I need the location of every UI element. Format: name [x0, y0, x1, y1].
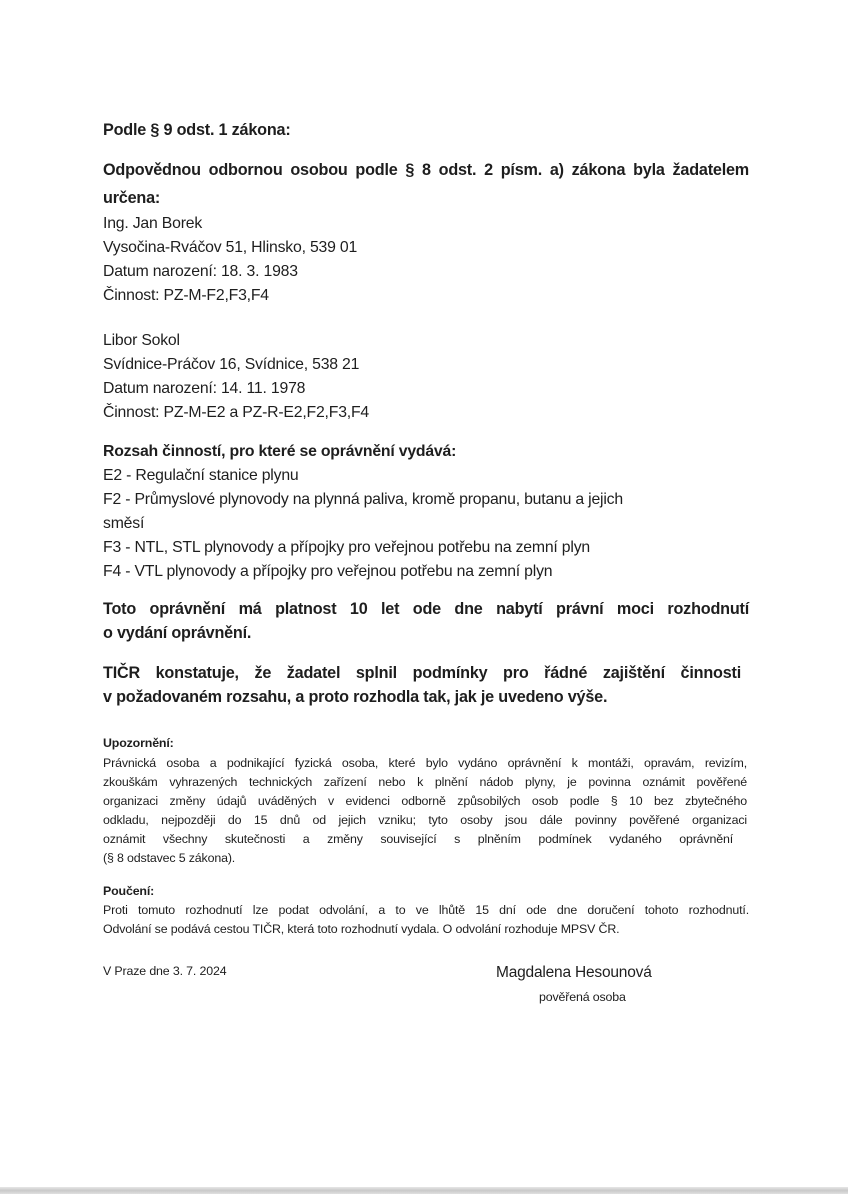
- notice-line: odkladu, nejpozději do 15 dnů od jejich vzniku; tyto osoby jsou dále povinny pověřené organizaci: [103, 813, 747, 827]
- notice-line: oznámit všechny skutečnosti a změny související s plněním podmínek vydaného oprávnění: [103, 832, 733, 846]
- responsible-person-heading-line2: určena:: [103, 189, 161, 207]
- person-address: Svídnice-Práčov 16, Svídnice, 538 21: [103, 356, 360, 373]
- person-birth-date: Datum narození: 18. 3. 1983: [103, 263, 298, 280]
- person-birth-date: Datum narození: 14. 11. 1978: [103, 380, 306, 397]
- scanner-edge-strip: [0, 1187, 848, 1194]
- validity-line1: Toto oprávnění má platnost 10 let ode dne nabytí právní moci rozhodnutí: [103, 600, 749, 618]
- instruction-line: Proti tomuto rozhodnutí lze podat odvolání, a to ve lhůtě 15 dní ode dne doručení tohoto rozhodnutí.: [103, 903, 749, 917]
- instruction-line: Odvolání se podává cestou TIČR, která toto rozhodnutí vydala. O odvolání rozhoduje MPSV ČR.: [103, 922, 620, 936]
- place-and-date: V Praze dne 3. 7. 2024: [103, 964, 227, 978]
- notice-line: zkouškám vyhrazených technických zařízení nebo k plnění nádob plyny, je povinna oznámit pověřené: [103, 775, 747, 789]
- scope-item: F3 - NTL, STL plynovody a přípojky pro veřejnou potřebu na zemní plyn: [103, 539, 590, 556]
- notice-line: (§ 8 odstavec 5 zákona).: [103, 851, 236, 865]
- signer-name: Magdalena Hesounová: [496, 964, 652, 981]
- notice-line: organizaci změny údajů uváděných v evidenci odborně způsobilých osob podle § 10 bez zbytečného: [103, 794, 747, 808]
- instruction-heading: Poučení:: [103, 884, 155, 898]
- person-activity: Činnost: PZ-M-F2,F3,F4: [103, 287, 269, 304]
- scope-item: F4 - VTL plynovody a přípojky pro veřejnou potřebu na zemní plyn: [103, 563, 553, 580]
- person-name: Libor Sokol: [103, 332, 180, 349]
- law-section-heading: Podle § 9 odst. 1 zákona:: [103, 121, 291, 139]
- person-activity: Činnost: PZ-M-E2 a PZ-R-E2,F2,F3,F4: [103, 404, 369, 421]
- signer-role: pověřená osoba: [539, 990, 626, 1004]
- responsible-person-heading-line1: Odpovědnou odbornou osobou podle § 8 odst. 2 písm. a) zákona byla žadatelem: [103, 161, 749, 179]
- statement-line2: v požadovaném rozsahu, a proto rozhodla tak, jak je uvedeno výše.: [103, 688, 608, 706]
- validity-line2: o vydání oprávnění.: [103, 624, 252, 642]
- scope-item-continuation: směsí: [103, 515, 145, 532]
- scope-item: F2 - Průmyslové plynovody na plynná paliva, kromě propanu, butanu a jejich: [103, 491, 623, 508]
- scope-heading: Rozsah činností, pro které se oprávnění vydává:: [103, 443, 457, 460]
- person-name: Ing. Jan Borek: [103, 215, 203, 232]
- notice-heading: Upozornění:: [103, 736, 174, 750]
- scope-item: E2 - Regulační stanice plynu: [103, 467, 299, 484]
- person-address: Vysočina-Rváčov 51, Hlinsko, 539 01: [103, 239, 358, 256]
- statement-line1: TIČR konstatuje, že žadatel splnil podmínky pro řádné zajištění činnosti: [103, 664, 741, 682]
- notice-line: Právnická osoba a podnikající fyzická osoba, které bylo vydáno oprávnění k montáži, opravám, revizím,: [103, 756, 747, 770]
